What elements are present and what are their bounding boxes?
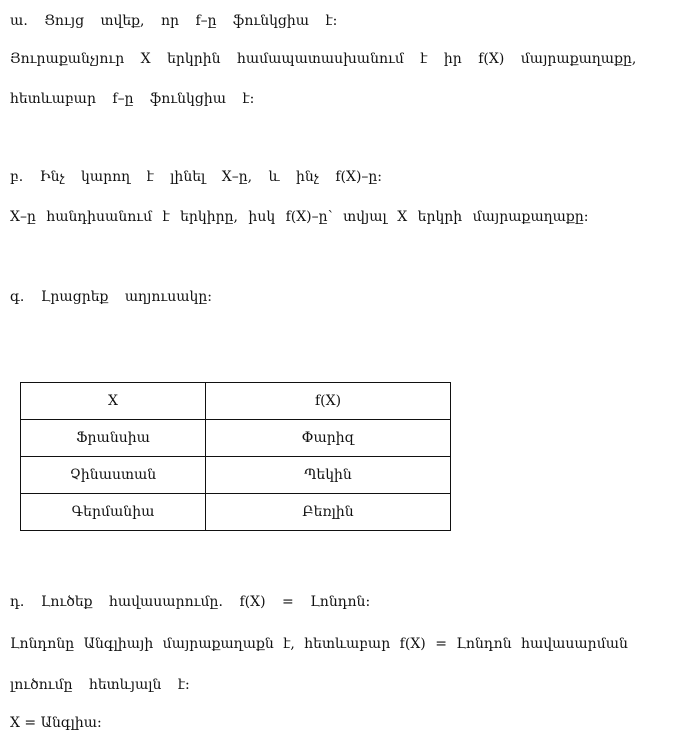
- part-d-solution: X = Անգլիա։: [10, 715, 102, 731]
- table-header-x: X: [21, 383, 206, 420]
- part-a-answer-line-2: հետևաբար f–ը ֆունկցիա է։: [10, 91, 255, 107]
- part-d-question: դ․ Լուծեք հավասարումը․ f(X) = Լոնդոն։: [10, 594, 371, 610]
- table-cell-country: Գերմանիա: [21, 494, 206, 531]
- part-b-question: բ․ Ինչ կարող է լինել X–ը, և ինչ f(X)–ը։: [10, 169, 383, 185]
- table-row: [21, 494, 451, 531]
- table-row: [21, 420, 451, 457]
- capitals-table: [20, 382, 451, 531]
- table-cell-capital: Պեկին: [206, 457, 451, 494]
- table-header-fx: f(X): [206, 383, 451, 420]
- part-d-answer-line-2: լուծումը հետևյալն է։: [10, 677, 190, 693]
- part-b-answer: X–ը հանդիսանում է երկիրը, իսկ f(X)–ը՝ տվյալ X երկրի մայրաքաղաքը։: [10, 209, 589, 225]
- table-cell-capital: Փարիզ: [206, 420, 451, 457]
- part-d-answer-line-1: Լոնդոնը Անգլիայի մայրաքաղաքն է, հետևաբար f(X) = Լոնդոն հավասարման: [10, 636, 628, 652]
- table-header-row: [21, 383, 451, 420]
- table-cell-country: Ֆրանսիա: [21, 420, 206, 457]
- table-cell-country: Չինաստան: [21, 457, 206, 494]
- part-c-question: գ․ Լրացրեք աղյուսակը։: [10, 289, 212, 305]
- part-a-question: ա․ Ցույց տվեք, որ f–ը ֆունկցիա է։: [10, 13, 338, 29]
- part-a-answer-line-1: Յուրաքանչյուր X երկրին համապատասխանում է իր f(X) մայրաքաղաքը,: [10, 51, 637, 67]
- table-row: [21, 457, 451, 494]
- table-cell-capital: Բեռլին: [206, 494, 451, 531]
